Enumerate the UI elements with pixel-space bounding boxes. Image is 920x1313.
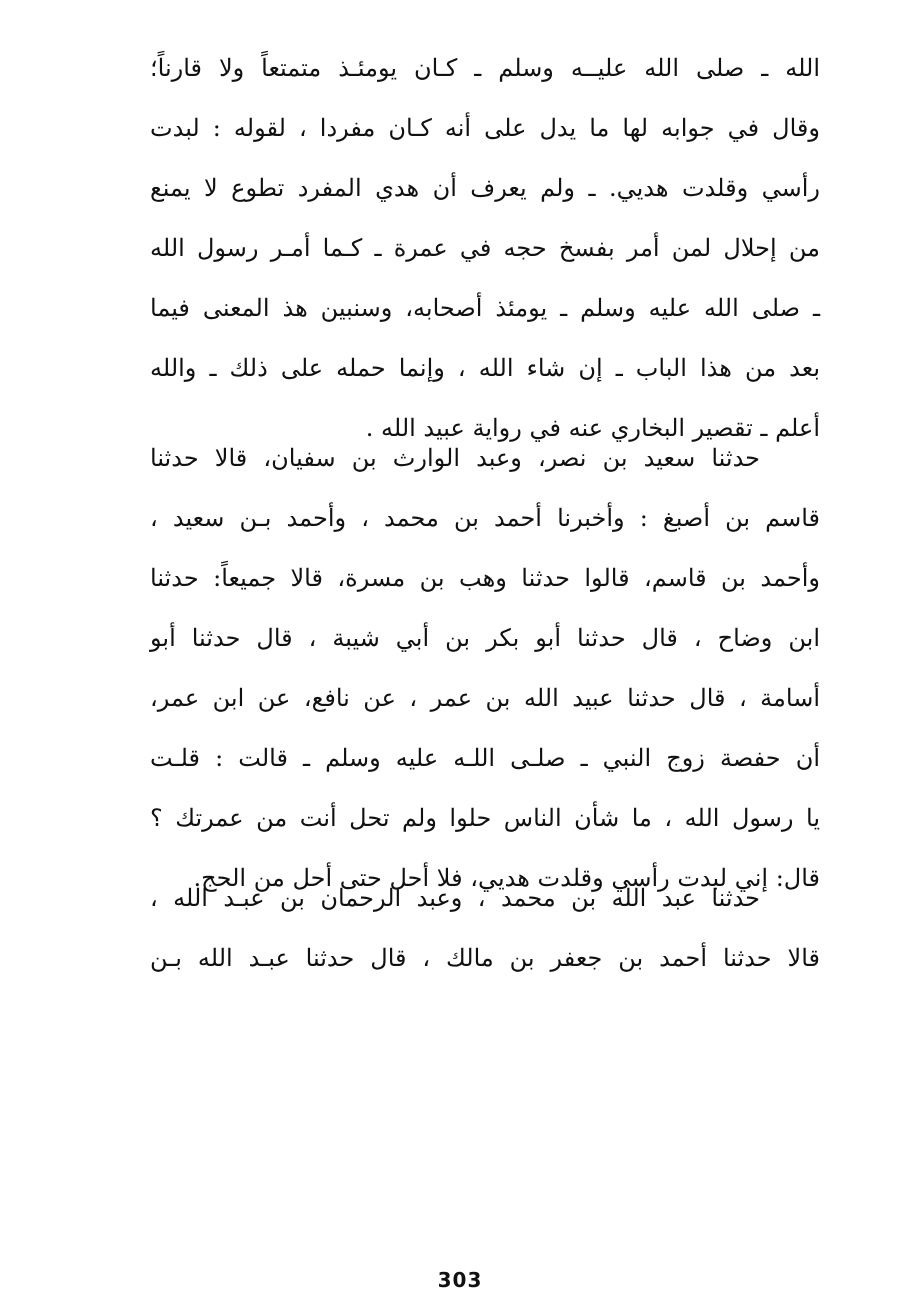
paragraph-1-line-7: أعلم ـ تقصير البخاري عنه في رواية عبيد الله . xyxy=(365,414,820,442)
paragraph-3 xyxy=(150,868,820,988)
paragraph-1-line-4: من إحلال لمن أمر بفسخ حجه في عمرة ـ كـما أمـر رسول الله xyxy=(150,234,820,262)
page-number: 303 xyxy=(437,1268,483,1292)
paragraph-1-line-3: رأسي وقلدت هديي. ـ ولم يعرف أن هدي المفرد تطوع لا يمنع xyxy=(150,174,820,202)
paragraph-1-line-2: وقال في جوابه لها ما يدل على أنه كـان مفردا ، لقوله : لبدت xyxy=(150,114,820,142)
paragraph-2-line-6: أن حفصة زوج النبي ـ صلـى اللـه عليه وسلم ـ قالت : قلـت xyxy=(150,744,820,772)
paragraph-2-line-5: أسامة ، قال حدثنا عبيد الله بن عمر ، عن نافع، عن ابن عمر، xyxy=(150,684,820,712)
paragraph-2-line-4: ابن وضاح ، قال حدثنا أبو بكر بن أبي شيبة ، قال حدثنا أبو xyxy=(150,624,820,652)
paragraph-1 xyxy=(150,38,820,458)
paragraph-1-line-5: ـ صلى الله عليه وسلم ـ يومئذ أصحابه، وسنبين هذ المعنى فيما xyxy=(150,294,820,322)
paragraph-3-line-1: حدثنا عبد الله بن محمد ، وعبد الرحمان بن عبـد الله ، xyxy=(150,884,760,912)
paragraph-2-line-1: حدثنا سعيد بن نصر، وعبد الوارث بن سفيان، قالا حدثنا xyxy=(150,444,760,472)
paragraph-2-line-3: وأحمد بن قاسم، قالوا حدثنا وهب بن مسرة، قالا جميعاً: حدثنا xyxy=(150,564,820,592)
paragraph-1-line-1: الله ـ صلى الله عليــه وسلم ـ كـان يومئـذ متمتعاً ولا قارناً؛ xyxy=(150,54,820,82)
paragraph-2-line-7: يا رسول الله ، ما شأن الناس حلوا ولم تحل أنت من عمرتك ؟ xyxy=(150,804,820,832)
paragraph-2 xyxy=(150,428,820,908)
paragraph-2-line-2: قاسم بن أصبغ : وأخبرنا أحمد بن محمد ، وأحمد بـن سعيد ، xyxy=(150,504,820,532)
paragraph-2-line-8: قال: إني لبدت رأسي وقلدت هديي، فلا أحل حتى أحل من الحج. xyxy=(193,864,820,892)
paragraph-1-line-6: بعد من هذا الباب ـ إن شاء الله ، وإنما حمله على ذلك ـ والله xyxy=(150,354,820,382)
paragraph-3-line-2: قالا حدثنا أحمد بن جعفر بن مالك ، قال حدثنا عبـد الله بـن xyxy=(150,944,820,972)
